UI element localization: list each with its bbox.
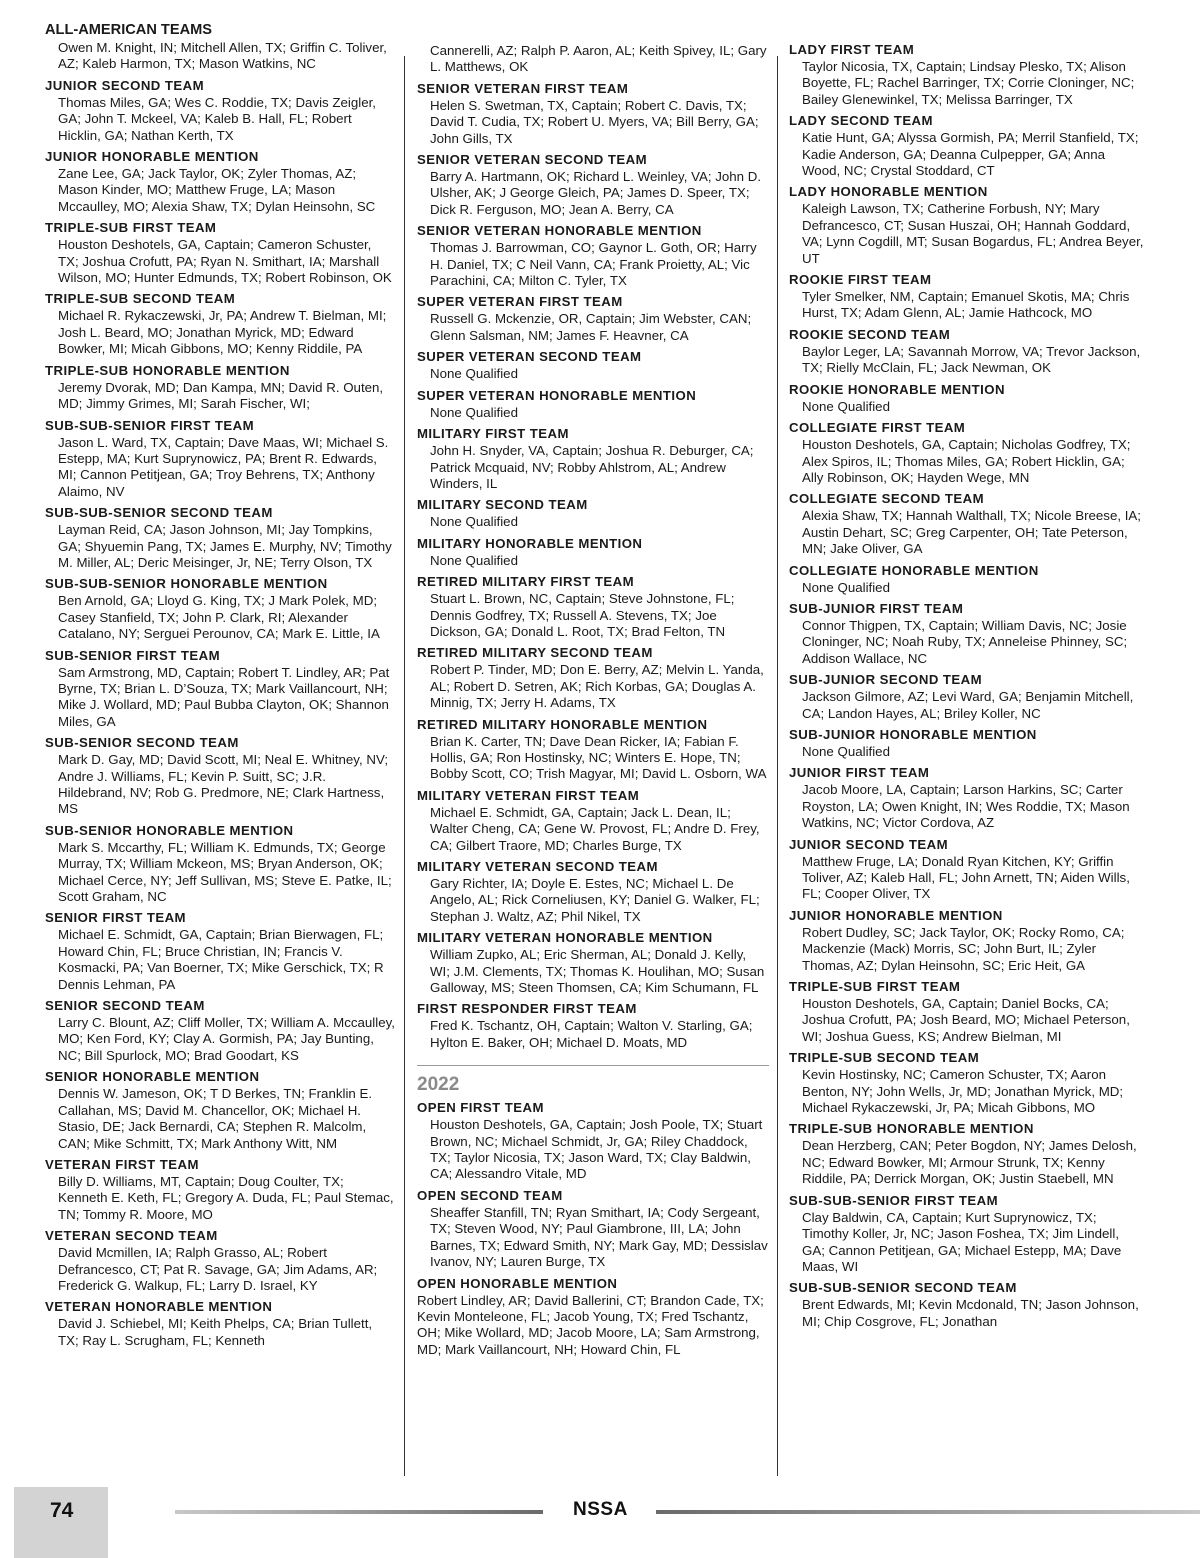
team-section	[45, 1299, 395, 1349]
footer-rule-left	[175, 1510, 543, 1514]
team-heading: SENIOR VETERAN HONORABLE MENTION	[417, 223, 702, 239]
section-list	[417, 1100, 769, 1358]
team-members: Katie Hunt, GA; Alyssa Gormish, PA; Merril Stanfield, TX; Kadie Anderson, GA; Deanna Culpepper, GA; Anna Wood, NC; Crystal Stoddard, CT	[802, 130, 1139, 179]
page-number: 74	[50, 1499, 74, 1522]
team-members: John H. Snyder, VA, Captain; Joshua R. Deburger, CA; Patrick Mcquaid, NV; Robby Ahlstrom, AL; Andrew Winders, IL	[430, 443, 754, 491]
team-members: Connor Thigpen, TX, Captain; William Davis, NC; Josie Cloninger, NC; Noah Ruby, TX; Anneleise Phinney, SC; Addison Wallace, NC	[802, 617, 1128, 666]
team-members: Jason L. Ward, TX, Captain; Dave Maas, WI; Michael S. Estepp, MA; Kurt Suprynowicz, PA; Brent R. Edwards, MI; Cannon Petitjean, GA; Troy Behrens, TX; Anthony Alaimo, NV	[58, 434, 389, 499]
team-members: Sheaffer Stanfill, TN; Ryan Smithart, IA; Cody Sergeant, TX; Steven Wood, NY; Paul Giambrone, III, LA; John Barnes, TX; Edward Smith, NY; Mark Gay, MD; Dessislav Ivanov, NY; Lauren Burge, TX	[430, 1204, 768, 1270]
team-members: Gary Richter, IA; Doyle E. Estes, NC; Michael L. De Angelo, AL; Rick Corneliusen, KY; Daniel G. Walker, FL; Stephan J. Waltz, AZ; Phil Nikel, TX	[430, 876, 760, 924]
team-members: Zane Lee, GA; Jack Taylor, OK; Zyler Thomas, AZ; Mason Kinder, MO; Matthew Fruge, LA; Mason Mccaulley, MO; Alexia Shaw, TX; Dylan Heinsohn, SC	[58, 166, 376, 214]
team-heading: LADY SECOND TEAM	[789, 113, 933, 129]
team-members: Russell G. Mckenzie, OR, Captain; Jim Webster, CAN; Glenn Salsman, NM; James F. Heavner, CA	[430, 311, 752, 343]
team-section	[45, 823, 395, 906]
team-members: Kaleigh Lawson, TX; Catherine Forbush, NY; Mary Defrancesco, CT; Susan Huszai, OH; Hannah Goddard, VA; Lynn Cogdill, MT; Susan Bogardus, FL; Andrea Beyer, UT	[802, 201, 1144, 266]
team-section	[417, 645, 769, 711]
team-section	[789, 272, 1144, 322]
team-section	[45, 1069, 395, 1152]
team-members: Matthew Fruge, LA; Donald Ryan Kitchen, KY; Griffin Toliver, AZ; Kaleb Hall, FL; John Arnett, TN; Aiden Wills, FL; Cooper Oliver, TX	[802, 853, 1130, 902]
team-heading: COLLEGIATE HONORABLE MENTION	[789, 562, 1039, 578]
team-members: Dennis W. Jameson, OK; T D Berkes, TN; Franklin E. Callahan, MS; David M. Chancellor, OK; Michael H. Stasio, DE; Jack Bernardi, CA; Stephen R. Malcolm, CAN; Mike Schmitt, TX; Mark Anthony Witt, NM	[58, 1086, 373, 1151]
section-list	[789, 42, 1144, 1330]
team-members: Jackson Gilmore, AZ; Levi Ward, GA; Benjamin Mitchell, CA; Landon Hayes, AL; Briley Koller, NC	[802, 689, 1134, 721]
team-section	[789, 765, 1144, 831]
team-members: Houston Deshotels, GA, Captain; Josh Poole, TX; Stuart Brown, NC; Michael Schmidt, Jr, GA; Riley Chaddock, TX; Taylor Nicosia, TX; Jason Ward, TX; Clay Baldwin, CA; Alessandro Vitale, MD	[430, 1117, 763, 1182]
team-members: Barry A. Hartmann, OK; Richard L. Weinley, VA; John D. Ulsher, AK; J George Gleich, PA; James D. Speer, TX; Dick R. Ferguson, MO; Jean A. Berry, CA	[430, 169, 762, 217]
team-section	[417, 223, 769, 289]
team-heading: SUB-SENIOR HONORABLE MENTION	[45, 822, 294, 838]
team-heading: SUB-JUNIOR SECOND TEAM	[789, 672, 983, 688]
team-heading: SUB-JUNIOR HONORABLE MENTION	[789, 726, 1037, 742]
team-section	[789, 563, 1144, 596]
team-heading: MILITARY HONORABLE MENTION	[417, 535, 643, 551]
team-section	[417, 1276, 769, 1359]
team-section	[789, 837, 1144, 903]
team-heading: RETIRED MILITARY HONORABLE MENTION	[417, 716, 708, 732]
team-heading: OPEN SECOND TEAM	[417, 1187, 563, 1203]
team-heading: RETIRED MILITARY FIRST TEAM	[417, 574, 635, 590]
team-heading: COLLEGIATE SECOND TEAM	[789, 491, 985, 507]
team-heading: JUNIOR SECOND TEAM	[45, 77, 205, 93]
team-members: Tyler Smelker, NM, Captain; Emanuel Skotis, MA; Chris Hurst, TX; Adam Glenn, AL; Jamie Hathcock, MO	[802, 289, 1130, 321]
team-section	[417, 1100, 769, 1183]
team-section	[789, 1121, 1144, 1187]
year-divider	[417, 1065, 769, 1066]
team-members: Mark S. Mccarthy, FL; William K. Edmunds, TX; George Murray, TX; William Mckeon, MS; Bryan Anderson, OK; Michael Cerce, NY; Jeff Sullivan, MS; Steve E. Patke, IL; Scott Graham, NC	[58, 839, 392, 905]
team-heading: SENIOR SECOND TEAM	[45, 998, 205, 1014]
team-section	[789, 491, 1144, 557]
team-section	[45, 735, 395, 818]
team-members: Cannerelli, AZ; Ralph P. Aaron, AL; Keith Spivey, IL; Gary L. Matthews, OK	[430, 43, 767, 75]
team-section	[417, 930, 769, 996]
team-members: Sam Armstrong, MD, Captain; Robert T. Lindley, AR; Pat Byrne, TX; Brian L. D’Souza, TX; Mark Vaillancourt, NH; Mike J. Wollard, MD; Paul Bubba Clayton, OK; Shannon Miles, GA	[58, 664, 390, 729]
team-section	[417, 536, 769, 569]
column-middle	[417, 42, 769, 1358]
team-members: Stuart L. Brown, NC, Captain; Steve Johnstone, FL; Dennis Godfrey, TX; Russell A. Stevens, TX; Joe Dickson, GA; Donald L. Root, TX; Brad Felton, TN	[430, 591, 735, 639]
team-heading: SUB-SUB-SENIOR SECOND TEAM	[45, 505, 273, 521]
team-heading: JUNIOR HONORABLE MENTION	[789, 907, 1003, 923]
team-members: None Qualified	[802, 743, 890, 759]
team-heading: JUNIOR FIRST TEAM	[789, 765, 930, 781]
team-section	[45, 1228, 395, 1294]
team-members: Houston Deshotels, GA, Captain; Nicholas Godfrey, TX; Alex Spiros, IL; Thomas Miles, GA; Robert Hicklin, GA; Ally Robinson, OK; Hayden Wege, MN	[802, 437, 1131, 485]
team-heading: SUB-JUNIOR FIRST TEAM	[789, 600, 964, 616]
team-members: None Qualified	[430, 366, 518, 382]
team-section	[417, 43, 769, 76]
page-title: ALL-AMERICAN TEAMS	[45, 22, 213, 38]
team-members: Thomas Miles, GA; Wes C. Roddie, TX; Davis Zeigler, GA; John T. Mckeel, VA; Kaleb B. Hall, FL; Robert Hicklin, GA; Nathan Kerth, TX	[58, 94, 376, 143]
team-heading: SENIOR VETERAN FIRST TEAM	[417, 80, 629, 96]
team-section	[417, 497, 769, 530]
team-heading: SUB-SUB-SENIOR FIRST TEAM	[45, 417, 255, 433]
team-heading: MILITARY SECOND TEAM	[417, 497, 588, 513]
team-members: Jacob Moore, LA, Captain; Larson Harkins, SC; Carter Royston, LA; Owen Knight, IN; Wes Roddie, TX; Mason Watkins, NC; Victor Cordova, AZ	[802, 782, 1130, 831]
team-section	[45, 78, 395, 144]
team-section	[417, 349, 769, 382]
team-heading: COLLEGIATE FIRST TEAM	[789, 420, 966, 436]
team-members: None Qualified	[430, 404, 518, 420]
team-section	[417, 388, 769, 421]
team-members: Robert P. Tinder, MD; Don E. Berry, AZ; Melvin L. Yanda, AL; Robert D. Setren, AK; Rich Korbas, GA; Douglas A. Minnig, TX; Jerry H. Adams, TX	[430, 662, 764, 711]
team-heading: OPEN FIRST TEAM	[417, 1100, 544, 1116]
team-heading: SUB-SENIOR FIRST TEAM	[45, 647, 221, 663]
team-section	[417, 788, 769, 854]
team-heading: VETERAN HONORABLE MENTION	[45, 1299, 273, 1315]
team-members: Mark D. Gay, MD; David Scott, MI; Neal E. Whitney, NV; Andre J. Williams, FL; Kevin P. Suitt, SC; J.R. Hildebrand, NV; Rob G. Predmore, NE; Clark Hartness, MS	[58, 752, 389, 817]
team-heading: TRIPLE-SUB HONORABLE MENTION	[45, 362, 290, 378]
team-section	[417, 574, 769, 640]
team-members: Houston Deshotels, GA, Captain; Cameron Schuster, TX; Joshua Crofutt, PA; Ryan N. Smithart, IA; Marshall Wilson, MO; Hunter Edmunds, TX; Robert Robinson, OK	[58, 237, 392, 286]
team-section	[417, 859, 769, 925]
team-section	[417, 294, 769, 344]
team-members: David Mcmillen, IA; Ralph Grasso, AL; Robert Defrancesco, CT; Pat R. Savage, GA; Jim Adams, AR; Frederick G. Walkup, FL; Larry D. Israel, KY	[58, 1245, 378, 1293]
team-members: David J. Schiebel, MI; Keith Phelps, CA; Brian Tullett, TX; Ray L. Scrugham, FL; Kenneth	[58, 1316, 373, 1348]
column-divider	[404, 56, 405, 1476]
team-members: Michael E. Schmidt, GA, Captain; Jack L. Dean, IL; Walter Cheng, CA; Gene W. Provost, FL; Andre D. Frey, CA; Gilbert Traore, MD; Charles Burge, TX	[430, 804, 760, 853]
team-section	[789, 672, 1144, 722]
team-members: Layman Reid, CA; Jason Johnson, MI; Jay Tompkins, GA; Shyuemin Pang, TX; James E. Murphy, NV; Timothy M. Miller, AL; Deric Meisinger, Jr, NE; Terry Olson, TX	[58, 522, 392, 570]
team-section	[789, 113, 1144, 179]
team-section	[45, 1157, 395, 1223]
team-section	[417, 1188, 769, 1271]
footer-brand: NSSA	[573, 1499, 628, 1520]
team-section	[789, 42, 1144, 108]
team-section	[45, 291, 395, 357]
team-heading: SUB-SENIOR SECOND TEAM	[45, 735, 239, 751]
team-section	[45, 418, 395, 501]
team-section	[789, 1193, 1144, 1276]
team-section	[45, 40, 395, 73]
team-heading: OPEN HONORABLE MENTION	[417, 1275, 618, 1291]
team-members: None Qualified	[802, 579, 890, 595]
team-section	[45, 910, 395, 993]
team-members: Jeremy Dvorak, MD; Dan Kampa, MN; David R. Outen, MD; Jimmy Grimes, MI; Sarah Fischer, WI;	[58, 379, 384, 412]
team-members: Michael E. Schmidt, GA, Captain; Brian Bierwagen, FL; Howard Chin, FL; Bruce Christian, IN; Francis V. Kosmacki, PA; Van Boerner, TX; Mike Gerschick, TX; R Dennis Lehman, PA	[58, 927, 384, 992]
team-section	[417, 152, 769, 218]
team-section	[789, 979, 1144, 1045]
team-heading: SUPER VETERAN SECOND TEAM	[417, 349, 642, 365]
team-heading: LADY FIRST TEAM	[789, 42, 915, 57]
team-members: Alexia Shaw, TX; Hannah Walthall, TX; Nicole Breese, IA; Austin Dehart, SC; Greg Carpenter, OH; Tate Peterson, MN; Jake Oliver, GA	[802, 508, 1141, 557]
team-members: Billy D. Williams, MT, Captain; Doug Coulter, TX; Kenneth E. Keth, FL; Gregory A. Duda, FL; Paul Stemac, TN; Tommy R. Moore, MO	[58, 1173, 394, 1222]
team-section	[417, 81, 769, 147]
team-heading: SUPER VETERAN HONORABLE MENTION	[417, 387, 697, 403]
team-heading: SUPER VETERAN FIRST TEAM	[417, 294, 623, 310]
team-section	[45, 149, 395, 215]
team-section	[789, 1280, 1144, 1330]
team-members: Dean Herzberg, CAN; Peter Bogdon, NY; James Delosh, NC; Edward Bowker, MI; Armour Strunk, TX; Kenny Riddile, PA; Derrick Morgan, OK; Justin Staebell, MN	[802, 1138, 1137, 1187]
team-heading: ROOKIE SECOND TEAM	[789, 326, 951, 342]
team-section	[45, 648, 395, 731]
team-heading: SUB-SUB-SENIOR HONORABLE MENTION	[45, 576, 328, 592]
team-section	[789, 1050, 1144, 1116]
team-heading: SENIOR HONORABLE MENTION	[45, 1069, 260, 1085]
team-section	[417, 426, 769, 492]
column-left	[45, 22, 395, 1349]
team-members: None Qualified	[802, 398, 890, 414]
team-members: Baylor Leger, LA; Savannah Morrow, VA; Trevor Jackson, TX; Rielly McClain, FL; Jack Newman, OK	[802, 343, 1141, 376]
team-heading: MILITARY VETERAN SECOND TEAM	[417, 859, 658, 874]
team-heading: LADY HONORABLE MENTION	[789, 184, 988, 200]
team-members: Michael R. Rykaczewski, Jr, PA; Andrew T. Bielman, MI; Josh L. Beard, MO; Jonathan Myrick, MD; Edward Bowker, MI; Micah Gibbons, MO; Kenny Riddile, PA	[58, 308, 387, 357]
team-heading: TRIPLE-SUB FIRST TEAM	[45, 220, 217, 236]
footer-rule-right	[656, 1510, 1200, 1514]
team-members: None Qualified	[430, 552, 518, 568]
team-section	[45, 363, 395, 413]
team-section	[45, 998, 395, 1064]
team-heading: TRIPLE-SUB FIRST TEAM	[789, 979, 961, 995]
team-heading: VETERAN SECOND TEAM	[45, 1228, 218, 1244]
team-heading: FIRST RESPONDER FIRST TEAM	[417, 1001, 637, 1017]
team-section	[45, 576, 395, 642]
team-members: Owen M. Knight, IN; Mitchell Allen, TX; Griffin C. Toliver, AZ; Kaleb Harmon, TX; Mason Watkins, NC	[58, 40, 387, 72]
team-heading: SENIOR VETERAN SECOND TEAM	[417, 152, 648, 168]
team-members: None Qualified	[430, 514, 518, 530]
team-section	[789, 327, 1144, 377]
team-members: Thomas J. Barrowman, CO; Gaynor L. Goth, OR; Harry H. Daniel, TX; C Neil Vann, CA; Frank Proietty, AL; Vic Parachini, CA; Milton C. Tyler, TX	[430, 240, 757, 289]
team-members: Larry C. Blount, AZ; Cliff Moller, TX; William A. Mccaulley, MO; Ken Ford, KY; Clay A. Gormish, PA; Jay Bunting, NC; Bill Spurlock, MO; Brad Goodart, KS	[58, 1015, 395, 1063]
team-heading: VETERAN FIRST TEAM	[45, 1156, 199, 1172]
team-section	[45, 220, 395, 286]
column-divider	[777, 56, 778, 1476]
team-members: Robert Dudley, SC; Jack Taylor, OK; Rocky Romo, CA; Mackenzie (Mack) Morris, SC; John Burt, IL; Zyler Thomas, AZ; Dylan Heinsohn, SC; Eric Heit, GA	[802, 924, 1125, 973]
team-members: William Zupko, AL; Eric Sherman, AL; Donald J. Kelly, WI; J.M. Clements, TX; Thomas K. Houlihan, MO; Susan Galloway, MS; Steen Thomsen, CA; Kim Schumann, FL	[430, 947, 765, 996]
team-heading: SUB-SUB-SENIOR SECOND TEAM	[789, 1280, 1017, 1296]
team-heading: TRIPLE-SUB SECOND TEAM	[45, 291, 236, 307]
section-list	[45, 40, 395, 1349]
team-members: Kevin Hostinsky, NC; Cameron Schuster, TX; Aaron Benton, NY; John Wells, Jr, MD; Jonathan Myrick, MD; Michael Rykaczewski, Jr, PA; Micah Gibbons, MO	[802, 1067, 1124, 1116]
team-section	[789, 727, 1144, 760]
team-section	[45, 505, 395, 571]
section-list	[417, 43, 769, 1051]
team-section	[789, 184, 1144, 267]
team-heading: TRIPLE-SUB HONORABLE MENTION	[789, 1121, 1034, 1137]
team-section	[789, 382, 1144, 415]
team-heading: MILITARY FIRST TEAM	[417, 426, 569, 442]
team-members: Taylor Nicosia, TX, Captain; Lindsay Plesko, TX; Alison Boyette, FL; Rachel Barringer, TX; Corrie Cloninger, NC; Bailey Glenewinkel, TX; Melissa Barringer, TX	[802, 59, 1135, 107]
team-heading: JUNIOR HONORABLE MENTION	[45, 149, 259, 165]
team-members: Clay Baldwin, CA, Captain; Kurt Suprynowicz, TX; Timothy Koller, Jr, NC; Jason Foshea, TX; Jim Lindell, GA; Cannon Petitjean, GA; Michael Estepp, MA; Dave Maas, WI	[802, 1209, 1122, 1274]
team-members: Brent Edwards, MI; Kevin Mcdonald, TN; Jason Johnson, MI; Chip Cosgrove, FL; Jonathan	[802, 1297, 1139, 1329]
team-members: Houston Deshotels, GA, Captain; Daniel Bocks, CA; Joshua Crofutt, PA; Josh Beard, MO; Michael Peterson, WI; Joshua Guess, KS; Andrew Bielman, MI	[802, 996, 1130, 1044]
team-members: Brian K. Carter, TN; Dave Dean Ricker, IA; Fabian F. Hollis, GA; Ron Hostinsky, NC; Winters E. Hope, TN; Bobby Scott, CO; Trish Magyar, MI; David L. Osborn, WA	[430, 733, 767, 782]
team-members: Helen S. Swetman, TX, Captain; Robert C. Davis, TX; David T. Cudia, TX; Robert U. Myers, VA; Bill Berry, GA; John Gills, TX	[430, 97, 759, 146]
column-right	[789, 42, 1144, 1330]
team-heading: TRIPLE-SUB SECOND TEAM	[789, 1050, 980, 1066]
team-heading: MILITARY VETERAN FIRST TEAM	[417, 787, 640, 803]
team-section	[417, 717, 769, 783]
team-section	[417, 1001, 769, 1051]
team-heading: JUNIOR SECOND TEAM	[789, 836, 949, 852]
team-members: Ben Arnold, GA; Lloyd G. King, TX; J Mark Polek, MD; Casey Stanfield, TX; John P. Clark, RI; Alexander Catalano, NY; Serguei Perounov, CA; Mark E. Little, IA	[58, 593, 380, 642]
team-members: Fred K. Tschantz, OH, Captain; Walton V. Starling, GA; Hylton E. Baker, OH; Michael D. Moats, MD	[430, 1018, 753, 1050]
team-members: Robert Lindley, AR; David Ballerini, CT; Brandon Cade, TX; Kevin Monteleone, FL; Jacob Young, TX; Fred Tschantz, OH; Mike Wollard, MD; Jacob Moore, LA; Sam Armstrong, MD; Mark Vaillancourt, NH; Howard Chin, FL	[417, 1292, 764, 1357]
team-heading: ROOKIE HONORABLE MENTION	[789, 381, 1005, 397]
year-heading: 2022	[417, 1074, 460, 1096]
team-heading: MILITARY VETERAN HONORABLE MENTION	[417, 930, 713, 946]
team-heading: ROOKIE FIRST TEAM	[789, 272, 932, 288]
team-heading: RETIRED MILITARY SECOND TEAM	[417, 645, 653, 661]
team-heading: SUB-SUB-SENIOR FIRST TEAM	[789, 1192, 999, 1208]
team-section	[789, 420, 1144, 486]
team-heading: SENIOR FIRST TEAM	[45, 910, 186, 926]
team-section	[789, 601, 1144, 667]
team-section	[789, 908, 1144, 974]
